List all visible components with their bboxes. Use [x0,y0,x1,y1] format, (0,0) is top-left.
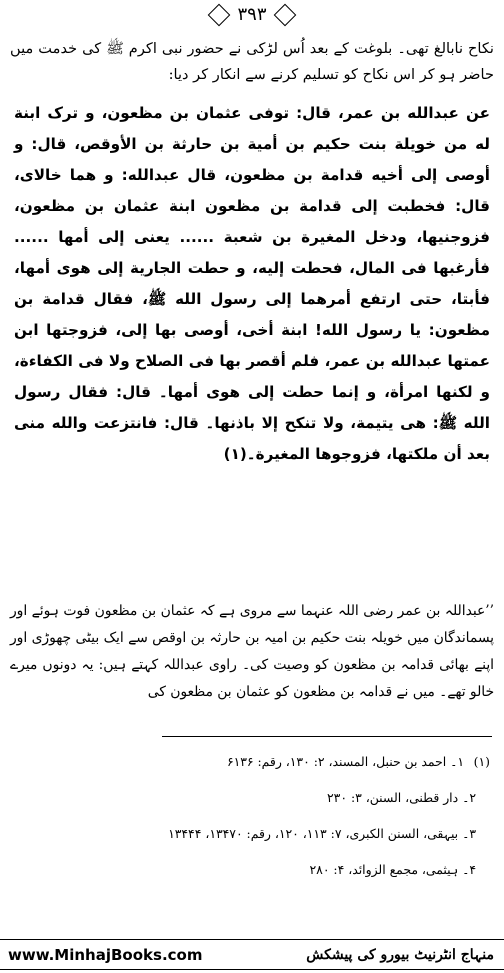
footer-bottom-rule [0,969,504,970]
page-number [0,4,504,26]
footnote-item: ۳۔ بیہقی، السنن الکبری، ۷: ۱۱۳، ۱۲۰، رقم: ۱۳۴۷۰، ۱۳۴۴۴ [168,826,476,841]
website-link[interactable]: www.MinhajBooks.com [8,946,203,964]
ornament-left-icon [273,4,296,27]
urdu-translation-paragraph: ’’عبداللہ بن عمر رضی اللہ عنہما سے مروی ہے کہ عثمان بن مظعون فوت ہوئے اور پسماندگان میں خویلہ بنت حکیم بن امیہ بن حارثہ بن اوقص سے ایک بیٹی چھوڑی اور اپنے بھائی قدامہ بن مظعون کو وصیت کی۔ راوی عبداللہ کہتے ہیں: یہ دونوں میرے خالو تھے۔ میں نے قدامہ بن مظعون کو عثمان بن مظعون کی [10,603,494,700]
arabic-hadith-text: عن عبدالله بن عمر، قال: توفی عثمان بن مظعون، و ترک ابنة له من خويلة بنت حكيم بن أمية بن حارثة بن الأوقص، قال: و أوصى إلى أخيه قدامة بن مظعون، قال عبدالله: و هما خالاى، قال: فخطبت إلى قدامة بن مظعون ابنة عثمان بن مظعون، فزوجنيها، ودخل المغيرة بن شعبة ...... يعنى إلى أمها ...... فأرغبها فى المال، فحطت إليه، و حطت الجارية إلى هوى أمها، فأبتا، حتى ارتفع أمرهما إلى رسول الله ﷺ، فقال قدامة بن مظعون: يا رسول الله! ابنة أخى، أوصى بها إلى، فزوجتها ابن عمتها عبدالله بن عمر، فلم أقصر بها فى الصلاح ولا فى الكفاءة، و لكنها امرأة، و إنما حطت إلى هوى أمها۔ قال: فقال رسول الله ﷺ: هى يتيمة، ولا تنكح إلا باذنها۔ قال: فانتزعت والله منى بعد أن ملكتها، فزوجوها المغيرة۔(۱) [14,104,490,463]
footer-top-rule [0,939,504,940]
footnote-item: ۴۔ ہیثمی، مجمع الزوائد، ۴: ۲۸۰ [309,862,476,877]
footnotes-list [20,744,490,888]
page-number-text: ۳۹۳ [237,4,267,25]
footnote-item: ۲۔ دار قطنی، السنن، ۳: ۲۳۰ [327,790,476,805]
footnote-marker: (۱) [473,754,490,769]
page-footer [0,941,504,969]
publisher-credit: منہاج انٹرنیٹ بیورو کی پیشکش [306,947,494,963]
footnote-item: ۱۔ احمد بن حنبل، المسند، ۲: ۱۳۰، رقم: ۶۱۳۶ [226,754,464,769]
ornament-right-icon [208,4,231,27]
footnote-divider [162,736,492,737]
urdu-intro-paragraph: نکاح نابالغ تھی۔ بلوغت کے بعد اُس لڑکی نے حضور نبی اکرم ﷺ کی خدمت میں حاضر ہو کر اس نکاح کو تسلیم کرنے سے انکار کر دیا: [10,40,494,83]
